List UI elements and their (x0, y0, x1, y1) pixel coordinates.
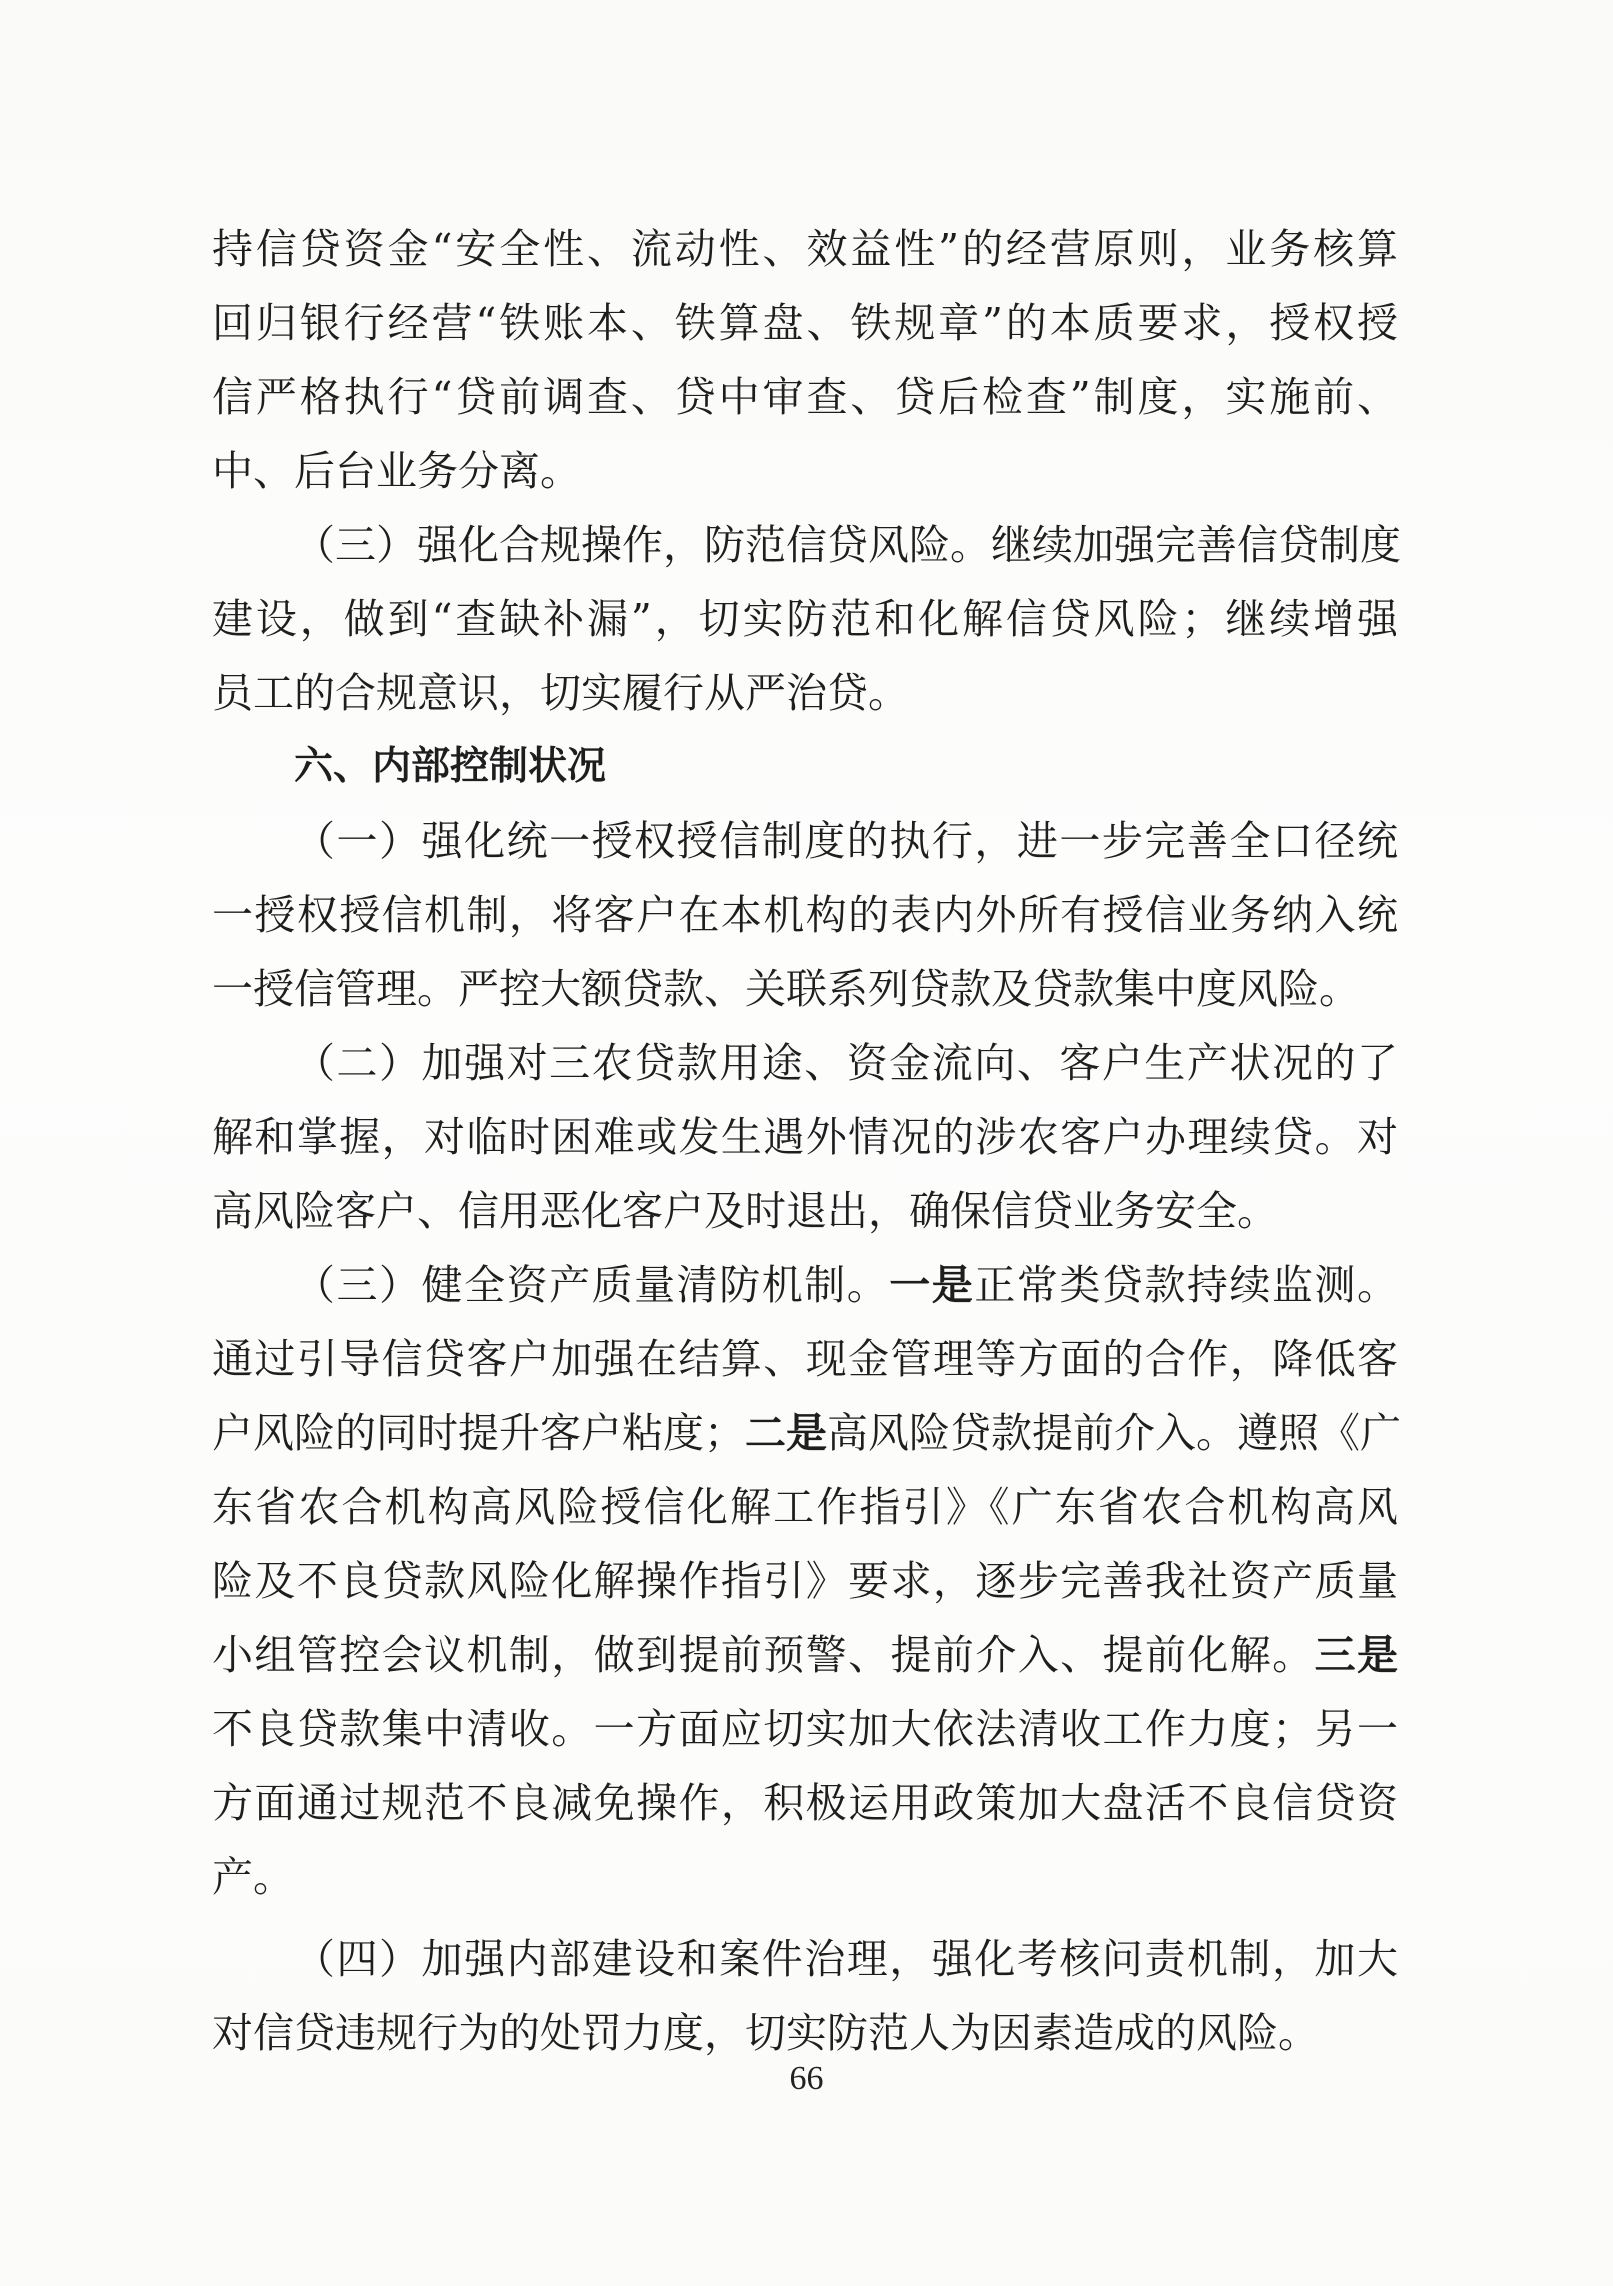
text-line: 持信贷资金“安全性、流动性、效益性”的经营原则，业务核算 (212, 225, 1398, 273)
text-line: 方面通过规范不良减免操作，积极运用政策加大盘活不良信贷资 (212, 1779, 1398, 1827)
text-line: 一授权授信机制，将客户在本机构的表内外所有授信业务纳入统 (212, 891, 1398, 939)
text-line: 产。 (212, 1853, 294, 1901)
paragraph-item-4 (212, 1922, 1398, 2070)
text-line: 不良贷款集中清收。一方面应切实加大依法清收工作力度；另一 (212, 1705, 1398, 1753)
paragraph-item-2 (212, 1026, 1398, 1248)
paragraph-item-1 (212, 804, 1398, 1026)
text-line: 通过引导信贷客户加强在结算、现金管理等方面的合作，降低客 (212, 1335, 1398, 1383)
text-line: 解和掌握，对临时困难或发生遇外情况的涉农客户办理续贷。对 (212, 1113, 1398, 1161)
text-line: （三）强化合规操作，防范信贷风险。继续加强完善信贷制度 (294, 521, 1401, 569)
page-number: 66 (789, 2060, 824, 2097)
text-line: 高风险客户、信用恶化客户及时退出，确保信贷业务安全。 (212, 1187, 1278, 1235)
paragraph-compliance (212, 508, 1401, 730)
paragraph-item-3 (212, 1248, 1401, 1914)
text-line: 中、后台业务分离。 (212, 447, 581, 495)
paragraph-gap (212, 1914, 1398, 1922)
text-run: 户风险的同时提升客户粘度； (212, 1409, 745, 1457)
text-line: 对信贷违规行为的处罚力度，切实防范人为因素造成的风险。 (212, 2009, 1319, 2057)
text-line: （二）加强对三农贷款用途、资金流向、客户生产状况的了 (294, 1039, 1398, 1087)
text-line (212, 1248, 1398, 1322)
text-line: 建设，做到“查缺补漏”，切实防范和化解信贷风险；继续增强 (212, 595, 1398, 643)
text-run: （三）健全资产质量清防机制。 (294, 1261, 890, 1309)
text-line (212, 1618, 1398, 1692)
text-line: （一）强化统一授权授信制度的执行，进一步完善全口径统 (294, 817, 1398, 865)
text-line: 险及不良贷款风险化解操作指引》要求，逐步完善我社资产质量 (212, 1557, 1398, 1605)
text-line (212, 1396, 1401, 1470)
document-body (212, 212, 1401, 2070)
text-line: 信严格执行“贷前调查、贷中审查、贷后检查”制度，实施前、 (212, 373, 1398, 421)
bold-marker-third: 三是 (1314, 1631, 1399, 1679)
text-line: 东省农合机构高风险授信化解工作指引》《广东省农合机构高风 (212, 1483, 1398, 1531)
text-line: 一授信管理。严控大额贷款、关联系列贷款及贷款集中度风险。 (212, 965, 1360, 1013)
bold-marker-first: 一是 (889, 1261, 975, 1309)
text-line: 回归银行经营“铁账本、铁算盘、铁规章”的本质要求，授权授 (212, 299, 1398, 347)
text-run: 高风险贷款提前介入。遵照《广 (827, 1409, 1401, 1457)
text-run: 正常类贷款持续监测。 (974, 1261, 1399, 1309)
text-line: （四）加强内部建设和案件治理，强化考核问责机制，加大 (294, 1935, 1398, 1983)
paragraph-continued (212, 212, 1398, 508)
section-heading: 六、内部控制状况 (294, 744, 607, 789)
text-line: 员工的合规意识，切实履行从严治贷。 (212, 669, 909, 717)
text-run: 小组管控会议机制，做到提前预警、提前介入、提前化解。 (212, 1631, 1315, 1679)
bold-marker-second: 二是 (745, 1409, 827, 1457)
